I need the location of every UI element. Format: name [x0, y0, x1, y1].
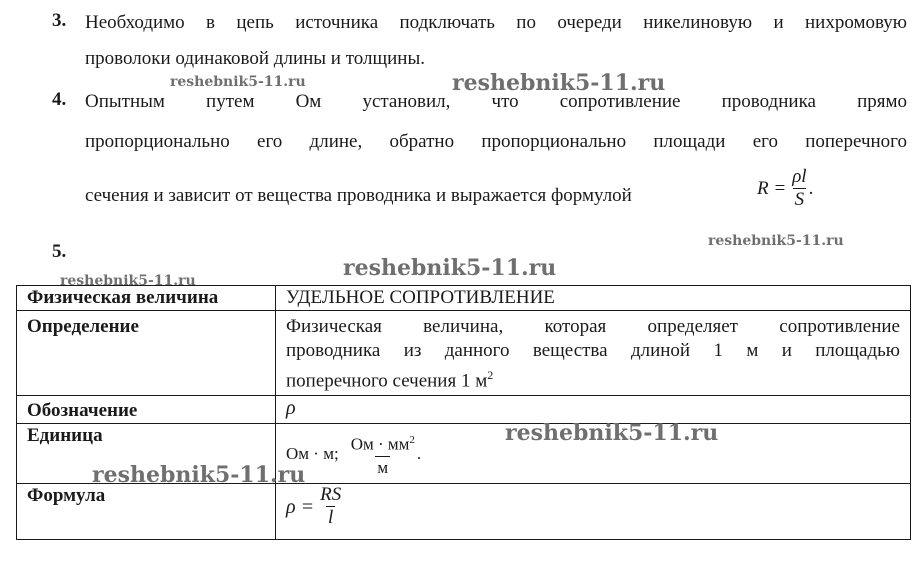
unit-numerator — [349, 429, 417, 456]
unit-end: . — [416, 443, 422, 463]
rho-denominator: l — [328, 507, 334, 529]
definition-line-1: Физическая величина, которая определяет сопротивление — [286, 316, 900, 337]
unit-fraction — [349, 429, 417, 479]
table-row — [17, 484, 911, 540]
rho-fraction — [318, 484, 343, 529]
watermark: reshebnik5-11.ru — [343, 255, 557, 281]
row-value — [276, 484, 911, 540]
definition-line-2: проводника из данного вещества длиной 1 м и площадью — [286, 340, 900, 361]
row-label: Обозначение — [17, 396, 276, 424]
watermark: reshebnik5-11.ru — [708, 233, 844, 249]
unit-expression — [286, 429, 421, 479]
definition-sup: 2 — [487, 368, 494, 382]
properties-table — [16, 285, 911, 540]
item-3-number: 3. — [52, 10, 67, 31]
table-row — [17, 286, 911, 311]
row-label: Единица — [17, 424, 276, 484]
rho-numerator: RS — [320, 484, 342, 506]
item-4-line-3: сечения и зависит от вещества проводника и выражается формулой — [85, 185, 632, 206]
item-5-number: 5. — [52, 241, 67, 262]
row-value: ρ — [276, 396, 911, 424]
watermark: reshebnik5-11.ru — [452, 70, 666, 96]
formula-denominator: S — [794, 189, 805, 210]
formula-fraction — [790, 166, 808, 211]
watermark: reshebnik5-11.ru — [92, 462, 306, 488]
unit-denominator: м — [377, 457, 389, 477]
table-row — [17, 311, 911, 396]
item-4-line-2: пропорционально его длине, обратно пропорционально площади его поперечного — [85, 131, 907, 152]
watermark: reshebnik5-11.ru — [60, 273, 196, 289]
watermark: reshebnik5-11.ru — [170, 74, 306, 90]
formula-numerator: ρl — [792, 166, 807, 187]
formula-lhs: R = — [757, 177, 787, 199]
definition-last-text: поперечного сечения 1 м — [286, 370, 488, 392]
row-value: УДЕЛЬНОЕ СОПРОТИВЛЕНИЕ — [276, 286, 911, 311]
item-4-formula — [757, 166, 813, 211]
row-label: Формула — [17, 484, 276, 540]
formula-end: . — [808, 177, 814, 199]
item-3-line-1: Необходимо в цепь источника подключать по очереди никелиновую и нихромовую — [85, 12, 907, 33]
rho-lhs: ρ = — [286, 495, 315, 518]
unit-numerator-text: Ом · мм — [350, 434, 410, 454]
unit-numerator-sup: 2 — [409, 434, 415, 446]
formula-rho — [286, 484, 343, 529]
table-row — [17, 396, 911, 424]
row-label: Определение — [17, 311, 276, 396]
unit-1: Ом · м; — [286, 443, 339, 463]
item-4-number: 4. — [52, 89, 67, 110]
row-label: Физическая величина — [17, 286, 276, 311]
item-4-line-1: Опытным путем Ом установил, что сопротивление проводника прямо — [85, 91, 907, 112]
watermark: reshebnik5-11.ru — [505, 420, 719, 446]
definition-line-3 — [286, 363, 900, 393]
row-value — [276, 311, 911, 396]
item-3-line-2: проволоки одинаковой длины и толщины. — [85, 48, 425, 69]
